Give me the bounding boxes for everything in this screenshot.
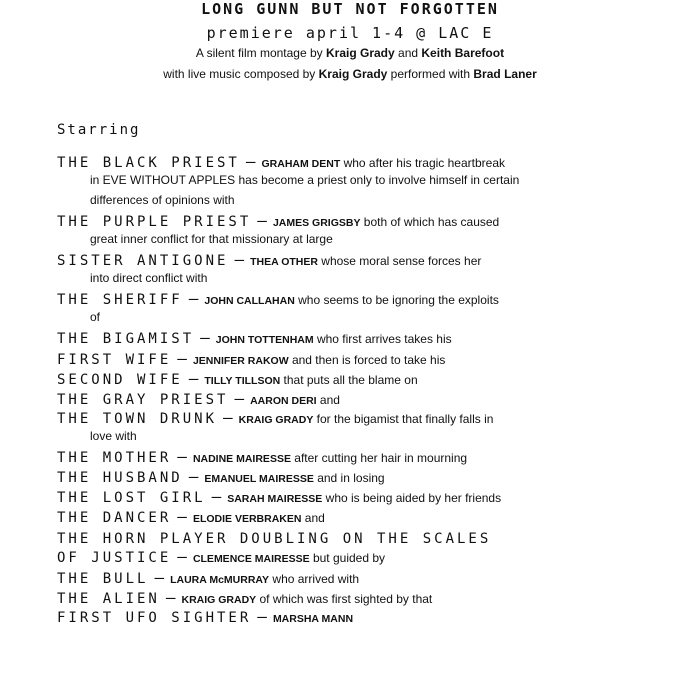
- description-continuation: differences of opinions with: [90, 193, 235, 207]
- actor-name: MARSHA MANN: [272, 613, 354, 625]
- cast-entry: [57, 250, 481, 269]
- cast-entry: [57, 467, 385, 486]
- cast-entry: [57, 447, 467, 466]
- role-description: whose moral sense forces her: [317, 254, 482, 268]
- role-name: SECOND WIFE: [57, 372, 183, 388]
- role-name: THE SHERIFF: [57, 292, 183, 308]
- role-description: and: [316, 393, 340, 407]
- role-description: both of which has caused: [360, 215, 500, 229]
- actor-name: JOHN TOTTENHAM: [215, 334, 314, 346]
- director-name-2: Keith Barefoot: [421, 46, 505, 60]
- actor-name: NADINE MAIRESSE: [192, 453, 291, 465]
- performer-name: Brad Laner: [473, 67, 537, 81]
- description-continuation: of: [90, 310, 101, 324]
- music-mid: performed with: [387, 67, 474, 81]
- role-name: THE LOST GIRL: [57, 490, 206, 506]
- cast-entry: [57, 528, 491, 547]
- actor-name: AARON DERI: [250, 395, 317, 407]
- role-name: THE BLACK PRIEST: [57, 155, 240, 171]
- role-description: and: [301, 511, 325, 525]
- actor-name: GRAHAM DENT: [261, 158, 341, 170]
- role-description: of which was first sighted by that: [256, 592, 433, 606]
- role-name: FIRST WIFE: [57, 352, 172, 368]
- dash-separator: —: [165, 588, 176, 607]
- role-description: who after his tragic heartbreak: [340, 156, 505, 170]
- actor-name: ELODIE VERBRAKEN: [192, 513, 302, 525]
- cast-entry: [57, 349, 445, 368]
- role-description: who seems to be ignoring the exploits: [294, 293, 499, 307]
- role-description: who is being aided by her friends: [322, 491, 502, 505]
- role-name: THE BIGAMIST: [57, 331, 195, 347]
- cast-entry: [57, 607, 353, 626]
- cast-entry: [57, 588, 432, 607]
- role-description: that puts all the blame on: [280, 373, 418, 387]
- music-prefix: with live music composed by: [163, 67, 319, 81]
- cast-entry: [57, 328, 452, 347]
- cast-entry: [57, 487, 501, 506]
- music-credit-line: [0, 67, 700, 81]
- actor-name: JOHN CALLAHAN: [204, 295, 295, 307]
- actor-name: SARAH MAIRESSE: [227, 493, 323, 505]
- role-description: but guided by: [309, 551, 386, 565]
- subtitle-prefix: A silent film montage by: [195, 46, 326, 60]
- composer-name: Kraig Grady: [318, 67, 388, 81]
- dash-separator: —: [234, 389, 245, 408]
- role-name: THE HUSBAND: [57, 470, 183, 486]
- cast-entry: [57, 408, 493, 427]
- role-name: THE GRAY PRIEST: [57, 392, 229, 408]
- role-name: SISTER ANTIGONE: [57, 253, 229, 269]
- page-title: LONG GUNN BUT NOT FORGOTTEN: [201, 0, 499, 18]
- cast-entry: [57, 389, 340, 408]
- dash-separator: —: [200, 328, 210, 347]
- actor-name: KRAIG GRADY: [238, 414, 314, 426]
- role-name: THE HORN PLAYER DOUBLING ON THE SCALES: [57, 531, 492, 547]
- role-name: THE ALIEN: [57, 591, 160, 607]
- dash-separator: —: [177, 507, 187, 526]
- dash-separator: —: [188, 289, 199, 308]
- role-name: THE PURPLE PRIEST: [57, 214, 252, 230]
- premiere-dates: premiere april 1-4 @ LAC E: [206, 24, 494, 42]
- dash-separator: —: [177, 349, 187, 368]
- role-description: after cutting her hair in mourning: [290, 451, 468, 465]
- role-description: who first arrives takes his: [313, 332, 452, 346]
- dash-separator: —: [177, 547, 187, 566]
- description-continuation: in EVE WITHOUT APPLES has become a priest only to involve himself in certain: [90, 173, 520, 187]
- dash-separator: —: [257, 607, 267, 626]
- actor-name: LAURA McMURRAY: [170, 574, 270, 586]
- dash-separator: —: [223, 408, 233, 427]
- actor-name: CLEMENCE MAIRESSE: [192, 553, 310, 565]
- dash-separator: —: [234, 250, 245, 269]
- cast-entry: [57, 568, 359, 587]
- description-continuation: into direct conflict with: [90, 271, 208, 285]
- role-name: OF JUSTICE: [57, 550, 172, 566]
- director-name-1: Kraig Grady: [325, 46, 395, 60]
- dash-separator: —: [177, 447, 187, 466]
- role-name: THE DANCER: [57, 510, 172, 526]
- actor-name: EMANUEL MAIRESSE: [204, 473, 314, 485]
- subtitle-line: [0, 46, 700, 60]
- cast-entry: [57, 289, 499, 308]
- role-description: and then is forced to take his: [288, 353, 446, 367]
- subtitle-mid: and: [394, 46, 422, 60]
- description-continuation: love with: [90, 429, 137, 443]
- actor-name: TILLY TILLSON: [204, 375, 281, 387]
- cast-entry: [57, 507, 325, 526]
- dash-separator: —: [154, 568, 165, 587]
- role-name: THE BULL: [57, 571, 149, 587]
- cast-entry: [57, 369, 418, 388]
- dash-separator: —: [257, 211, 267, 230]
- actor-name: THEA OTHER: [250, 256, 318, 268]
- starring-heading: Starring: [57, 122, 141, 138]
- role-name: THE MOTHER: [57, 450, 172, 466]
- actor-name: JENNIFER RAKOW: [192, 355, 289, 367]
- role-name: THE TOWN DRUNK: [57, 411, 218, 427]
- description-continuation: great inner conflict for that missionary at large: [90, 232, 333, 246]
- cast-entry: [57, 152, 505, 171]
- dash-separator: —: [211, 487, 222, 506]
- role-description: who arrived with: [269, 572, 360, 586]
- dash-separator: —: [188, 467, 199, 486]
- actor-name: KRAIG GRADY: [181, 594, 257, 606]
- dash-separator: —: [245, 152, 256, 171]
- cast-entry: [57, 211, 499, 230]
- actor-name: JAMES GRIGSBY: [272, 217, 361, 229]
- dash-separator: —: [188, 369, 199, 388]
- cast-entry: [57, 547, 385, 566]
- role-description: and in losing: [313, 471, 385, 485]
- role-name: FIRST UFO SIGHTER: [57, 610, 252, 626]
- role-description: for the bigamist that finally falls in: [313, 412, 494, 426]
